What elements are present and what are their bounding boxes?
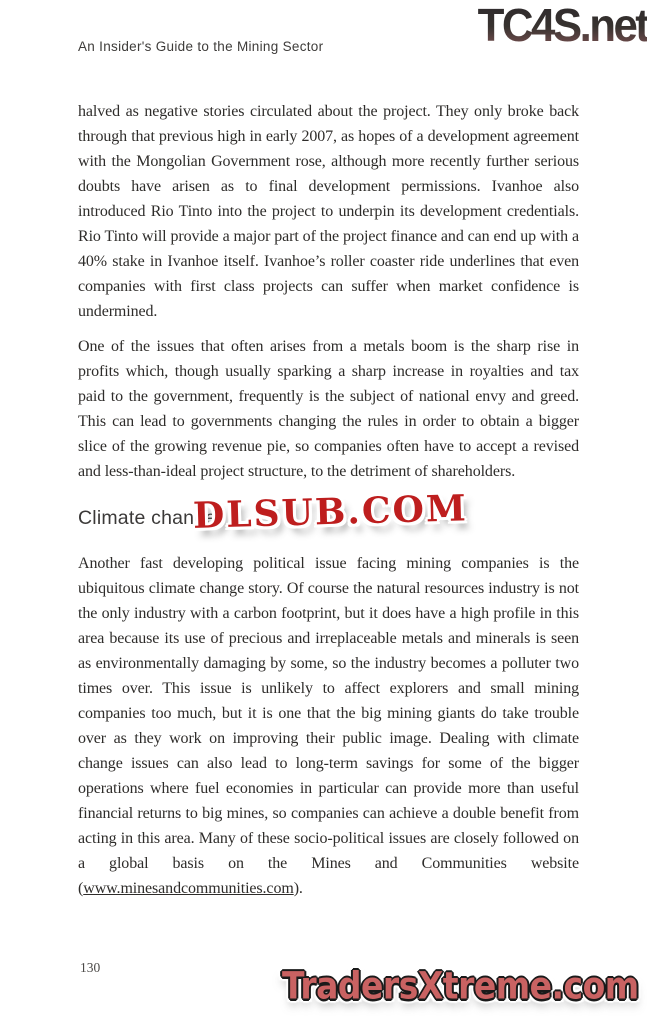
section-heading-climate-change: Climate change [78, 507, 217, 529]
paragraph-text-after-link: ). [293, 880, 303, 897]
paragraph-metals-boom: One of the issues that often arises from a metals boom is the sharp rise in profits which, though usually sparking a sharp increase in royalties and tax paid to the government, frequently is the subject of national envy and greed. This can lead to governments changing the rules in order to obtain a bigger slice of the growing revenue pie, so companies often have to accept a revised and less-than-ideal project structure, to the detriment of shareholders. [78, 338, 579, 480]
dlsub-watermark: DLSUB.COM [192, 487, 469, 537]
tradersxtreme-watermark: TradersXtreme.com [282, 964, 639, 1008]
mines-and-communities-url: www.minesandcommunities.com [83, 880, 294, 897]
paragraph-ivanhoe: halved as negative stories circulated about the project. They only broke back through that previous high in early 2007, as hopes of a development agreement with the Mongolian Government rose, although more recently further serious doubts have arisen as to final development permissions. Ivanhoe also introduced Rio Tinto into the project to underpin its development credentials. Rio Tinto will provide a major part of the project finance and can end up with a 40% stake in Ivanhoe itself. Ivanhoe’s roller coaster ride underlines that even companies with first class projects can suffer when market confidence is undermined. [78, 103, 579, 320]
paragraph-text-before-link: Another fast developing political issue facing mining companies is the ubiquitous climate change story. Of course the natural resources industry is not the only industry with a carbon footprint, but it does have a high profile in this area because its use of precious and irreplaceable metals and minerals is seen as environmentally damaging by some, so the industry becomes a polluter two times over. This issue is unlikely to affect explorers and small mining companies too much, but it is one that the big mining giants do take trouble over as they work on improving their public image. Dealing with climate change issues can also lead to long-term savings for some of the bigger operations where fuel economies in particular can provide more than useful financial returns to big mines, so companies can achieve a double benefit from acting in this area. Many of these socio-political issues are closely followed on a global basis on the Mines and Communities website ( [78, 555, 579, 897]
running-header: An Insider's Guide to the Mining Sector [78, 39, 324, 54]
tc4s-watermark: TC4S.net [477, 0, 647, 52]
page-number: 130 [80, 960, 101, 975]
paragraph-climate-change [78, 551, 579, 901]
